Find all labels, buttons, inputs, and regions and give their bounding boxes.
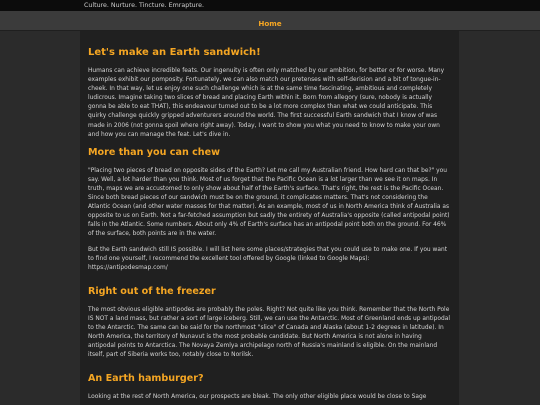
article-title: Let's make an Earth sandwich! — [88, 47, 261, 58]
article-content — [80, 31, 459, 402]
section-heading: More than you can chew — [88, 146, 221, 158]
section-an-earth-hamburger — [88, 372, 451, 402]
article-page — [80, 31, 459, 405]
navigation-bar — [0, 11, 540, 31]
section-paragraph: Looking at the rest of North America, our prospects are bleak. The only other eligible place would be close to Sage — [88, 394, 427, 401]
article-intro: Humans can achieve incredible feats. Our ingenuity is often only matched by our ambition, for better or for worse. Many examples exhibit our pomposity. Fortunately, we can also match our pretenses with self-derision and a bit of tongue-in-cheek. In that way, let us enjoy one such challenge which is at the same time fascinating, ambitious and completely ludicrous. Imagine taking two slices of bread and placing Earth within it. Born from allegory (sure, nobody is actually gonna be able to eat THAT), this endeavour turned out to be a lot more complex than what we could anticipate. This quirky challenge quickly gripped adventurers around the world. The first successful Earth sandwich that I know of was made in 2006 (not gonna spoil where right away). Today, I want to show you what you need to know to make your own and how you can manage the feat. Let's dive in. — [88, 68, 445, 138]
site-tagline-bar — [0, 0, 540, 11]
site-tagline: Culture. Nurture. Tincture. Emrapture. — [84, 2, 204, 9]
section-paragraph: But the Earth sandwich still IS possible. I will list here some places/strategies that you could use to make one. If you want to find one yourself, I recommend the excellent tool offered by Google (linked to Google Maps): https://antipodesmap.com/ — [88, 246, 448, 271]
section-more-than-you-can-chew — [88, 146, 451, 273]
section-paragraph: The most obvious eligible antipodes are probably the poles. Right? Not quite like you think. Remember that the North Pole IS NOT a land mass, but rather a sort of large iceberg. Still, we can use the Antarctic. Most of Greenland ends up antipodal to the Antarctic. The same can be said for the northmost "slice" of Canada and Alaska (about 1-2 degrees in latitude). In North America, the territory of Nunavut is the most probable candidate. But North America is not alone in having antipodal points to Antarctica. The Novaya Zemlya archipelago north of Russia's mainland is eligible. On the mainland itself, part of Siberia works too, notably close to Norilsk. — [88, 306, 450, 359]
section-right-out-of-the-freezer — [88, 285, 451, 361]
section-heading: Right out of the freezer — [88, 285, 216, 297]
section-heading: An Earth hamburger? — [88, 373, 204, 385]
section-paragraph: "Placing two pieces of bread on opposite sides of the Earth? Let me call my Australian friend. How hard can that be?" you say. Well, a lot harder than you think. Most of us forget that the Pacific Ocean is a lot larger than we see it on maps. In truth, maps we are accustomed to only show about half of the Earth's surface. That's right, the rest is the Pacific Ocean. Since both bread pieces of our sandwich must be on the ground, it complicates matters. That's not considering the Atlantic Ocean (and other water masses for that matter). As an example, most of us in North America think of Australia as opposite to us on Earth. Not a far-fetched assumption but sadly the entirety of Australia's opposite (called antipodal point) falls in the Atlantic. Some numbers. About only 4% of Earth's surface has an antipodal point both on the ground. For 46% of the surface, both points are in the water. — [88, 167, 450, 238]
nav-home-link[interactable]: Home — [258, 19, 282, 28]
